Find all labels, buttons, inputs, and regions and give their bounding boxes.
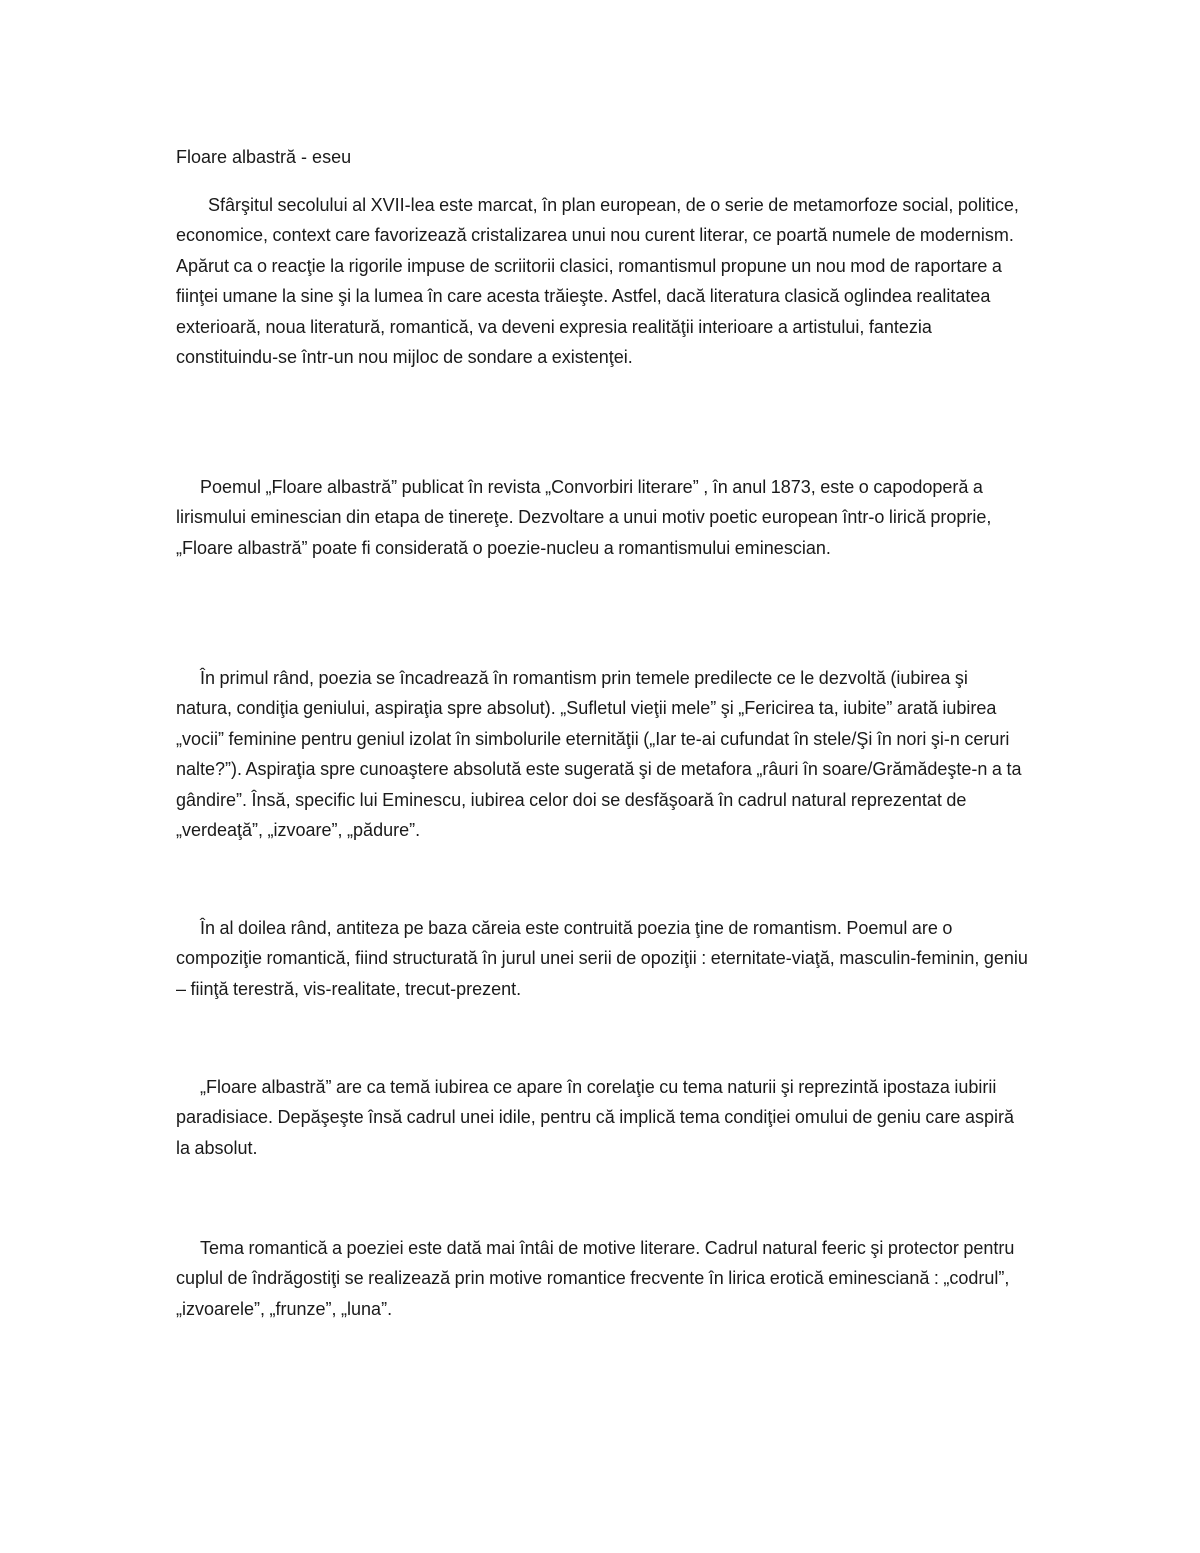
essay-paragraph-intro: Sfârşitul secolului al XVII-lea este marcat, în plan european, de o serie de metamorfoze social, politice, economice, context care favorizează cristalizarea unui nou curent literar, ce poartă numele de modernism. Apărut ca o reacţie la rigorile impuse de scriitorii clasici, romantismul propune un nou mod de raportare a fiinţei umane la sine şi la lumea în care acesta trăieşte. Astfel, dacă literatura clasică oglindea realitatea exterioară, noua literatură, romantică, va deveni expresia realităţii interioare a artistului, fantezia constituindu-se într-un nou mijloc de sondare a existenţei. (176, 195, 1019, 368)
essay-paragraph-themes: În primul rând, poezia se încadrează în romantism prin temele predilecte ce le dezvoltă (iubirea şi natura, condiţia geniului, aspiraţia spre absolut). „Sufletul vieţii mele” şi „Fericirea ta, iubite” arată iubirea „vocii” feminine pentru geniul izolat în simbolurile eternităţii („Iar te-ai cufundat în stele/Şi în nori şi-n ceruri nalte?”). Aspiraţia spre cunoaştere absolută este sugerată şi de metafora „râuri în soare/Grămădeşte-n a ta gândire”. Însă, specific lui Eminescu, iubirea celor doi se desfăşoară în cadrul natural reprezentat de „verdeaţă”, „izvoare”, „pădure”. (176, 668, 1022, 841)
essay-paragraph-love-theme: „Floare albastră” are ca temă iubirea ce apare în corelaţie cu tema naturii şi reprezintă ipostaza iubirii paradisiace. Depăşeşte însă cadrul unei idile, pentru că implică tema condiţiei omului de geniu care aspiră la absolut. (176, 1077, 1014, 1158)
document-title: Floare albastră - eseu (176, 147, 352, 167)
essay-paragraph-poem-context: Poemul „Floare albastră” publicat în revista „Convorbiri literare” , în anul 1873, este o capodoperă a lirismului eminescian din etapa de tinereţe. Dezvoltare a unui motiv poetic european într-o lirică proprie, „Floare albastră” poate fi considerată o poezie-nucleu a romantismului eminescian. (176, 477, 992, 558)
essay-paragraph-motifs: Tema romantică a poeziei este dată mai întâi de motive literare. Cadrul natural feeric şi protector pentru cuplul de îndrăgostiţi se realizează prin motive romantice frecvente în lirica erotică eminesciană : „codrul”, „izvoarele”, „frunze”, „luna”. (176, 1238, 1015, 1319)
essay-paragraph-antithesis: În al doilea rând, antiteza pe baza căreia este contruită poezia ţine de romantism. Poemul are o compoziţie romantică, fiind structurată în jurul unei serii de opoziţii : eternitate-viaţă, masculin-feminin, geniu – fiinţă terestră, vis-realitate, trecut-prezent. (176, 918, 1028, 999)
